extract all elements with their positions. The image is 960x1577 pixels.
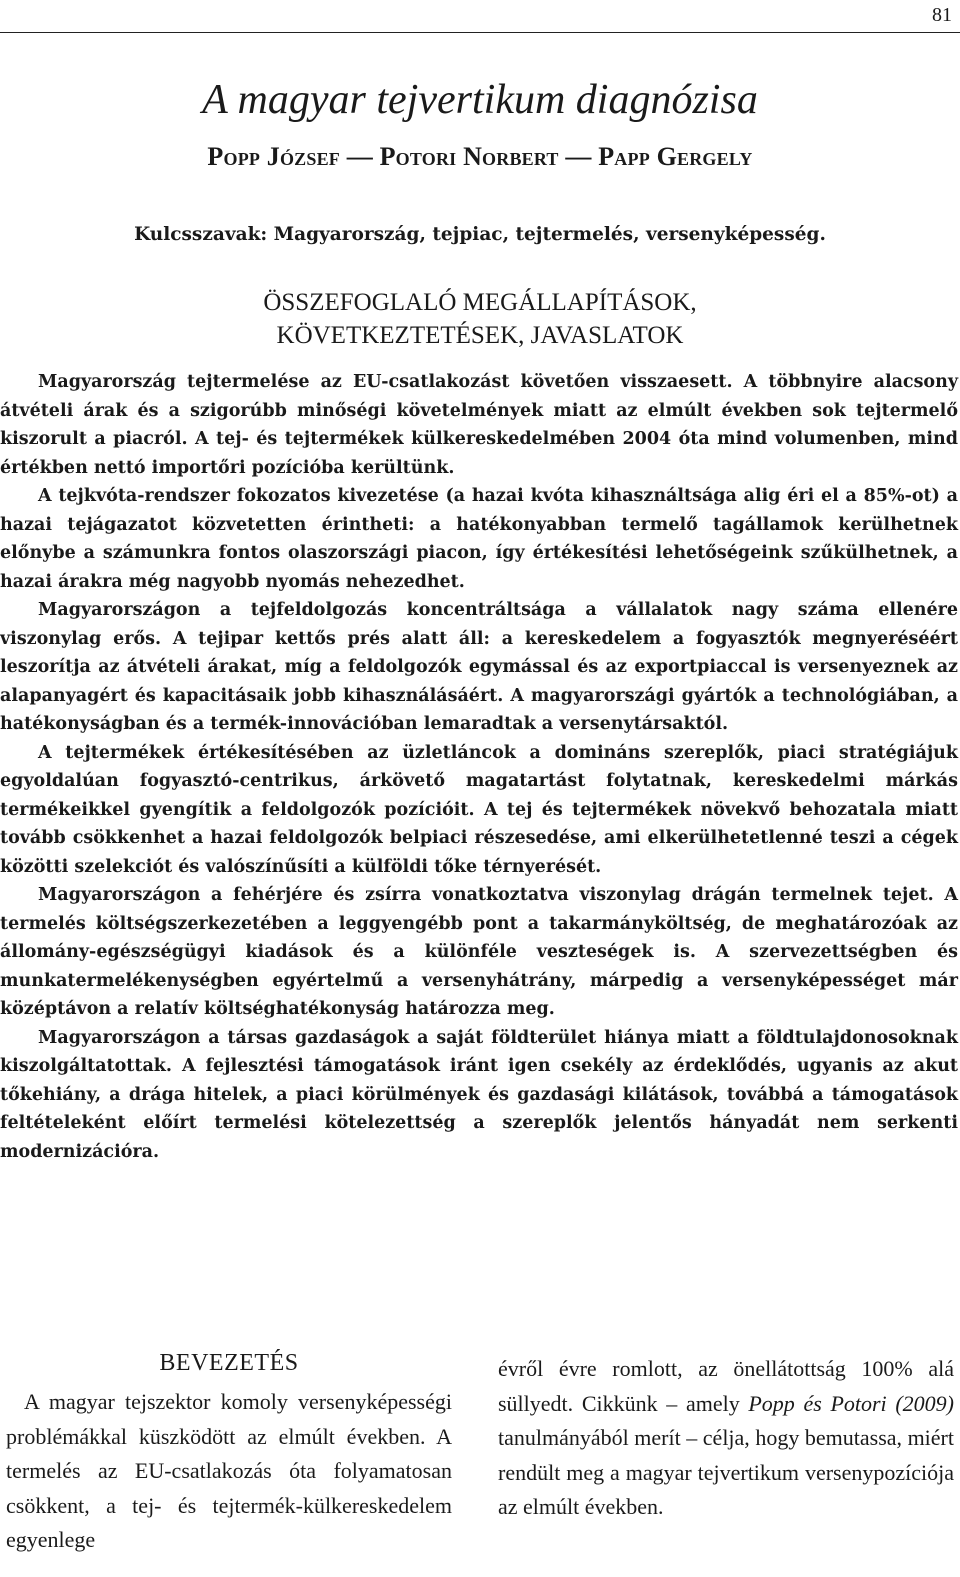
summary-heading-line1: ÖSSZEFOGLALÓ MEGÁLLAPÍTÁSOK, [263, 289, 697, 316]
page-number: 81 [932, 4, 952, 26]
summary-heading [0, 286, 960, 352]
summary-heading-line2: KÖVETKEZTETÉSEK, JAVASLATOK [276, 322, 684, 349]
summary-paragraph: A tejtermékek értékesítésében az üzletláncok a domináns szereplők, piaci stratégiájuk egyoldalúan fogyasztó-centrikus, árkövető magatartást folytatnak, kereskedelmi márkás termékeikkel gyengítik a feldolgozók pozícióit. A tej és tejtermékek növekvő behozatala miatt tovább csökkenhet a hazai feldolgozók belpiaci részesedése, ami elkerülhetetlenné teszi a cégek közötti szelekciót és valószínűsíti a külföldi tőke térnyerését. [0, 742, 958, 877]
header-rule [0, 32, 960, 33]
intro-right-text-b: tanulmányából merít – célja, hogy bemutassa, miért rendült meg a magyar tejvertikum versenypozíciója az elmúlt években. [498, 1425, 954, 1519]
summary-paragraph: Magyarország tejtermelése az EU-csatlakozást követően visszaesett. A többnyire alacsony átvételi árak és a szigorúbb minőségi követelmények miatt az elmúlt években sok tejtermelő kiszorult a piacról. A tej- és tejtermékek külkereskedelmében 2004 óta mind volumenben, mind értékben nettó importőri pozícióba kerültünk. [0, 372, 958, 478]
summary-paragraph: Magyarországon a tejfeldolgozás koncentráltsága a vállalatok nagy száma ellenére viszonylag erős. A tejipar kettős prés alatt áll: a kereskedelem a fogyasztók megnyeréséért leszorítja az átvételi árakat, míg a feldolgozók egymással és az exportpiaccal is versenyeznek az alapanyagért és kapacitásaik jobb kihasználásáért. A magyarországi gyártók a technológiában, a hatékonyságban és a termék-innovációban lemaradtak a versenytársaktól. [0, 600, 958, 734]
intro-right-text [498, 1352, 954, 1525]
summary-paragraph: A tejkvóta-rendszer fokozatos kivezetése (a hazai kvóta kihasználtsága alig éri el a 85%-ot) a hazai tejágazatot közvetetten érintheti: a hatékonyabban termelő tagállamok kerülhetnek előnybe a számunkra fontos olaszországi piacon, így értékesítési lehetőségeink szűkülhetnek, a hazai árakra még nagyobb nyomás nehezedhet. [0, 486, 958, 592]
intro-citation: Popp és Potori (2009) [748, 1390, 954, 1416]
summary-paragraph: Magyarországon a társas gazdaságok a saját földterület hiánya miatt a földtulajdonosoknak kiszolgáltatottak. A fejlesztési támogatások iránt igen csekély az érdeklődés, ugyanis az akut tőkehiány, a drága hitelek, a piaci körülmények és gazdasági kilátások, továbbá a támogatások feltételeként előírt termelési kötelezettség a szereplők jelentős hányadát nem serkenti modernizációra. [0, 1027, 958, 1162]
article-title: A magyar tejvertikum diagnózisa [202, 77, 758, 123]
summary-paragraph: Magyarországon a fehérjére és zsírra vonatkoztatva viszonylag drágán termelnek tejet. A termelés költségszerkezetében a leggyengébb pont a takarmányköltség, de meghatározóak az állomány-egészségügyi kiadások és a különféle veszteségek is. A szervezettségben és munkatermelékenységben egyértelmű a versenyhátrány, márpedig a versenyképességet már középtávon a relatív költséghatékonyság határozza meg. [0, 885, 958, 1019]
intro-heading: BEVEZETÉS [159, 1350, 299, 1376]
article-keywords: Kulcsszavak: Magyarország, tejpiac, tejtermelés, versenyképesség. [134, 224, 826, 245]
intro-right-text-a: évről évre romlott, az önellátottság 100% alá süllyedt. Cikkünk – amely [498, 1356, 954, 1416]
intro-left-text: A magyar tejszektor komoly versenyképességi problémákkal küszködött az elmúlt években. A termelés az EU-csatlakozás óta folyamatosan csökkent, a tej- és tejtermék-külkereskedelem egyenlege [6, 1389, 452, 1552]
summary-body [0, 368, 958, 1166]
intro-right-column [498, 1352, 954, 1525]
intro-left-column [6, 1350, 452, 1558]
article-authors: Popp József — Potori Norbert — Papp Gergely [207, 142, 753, 171]
